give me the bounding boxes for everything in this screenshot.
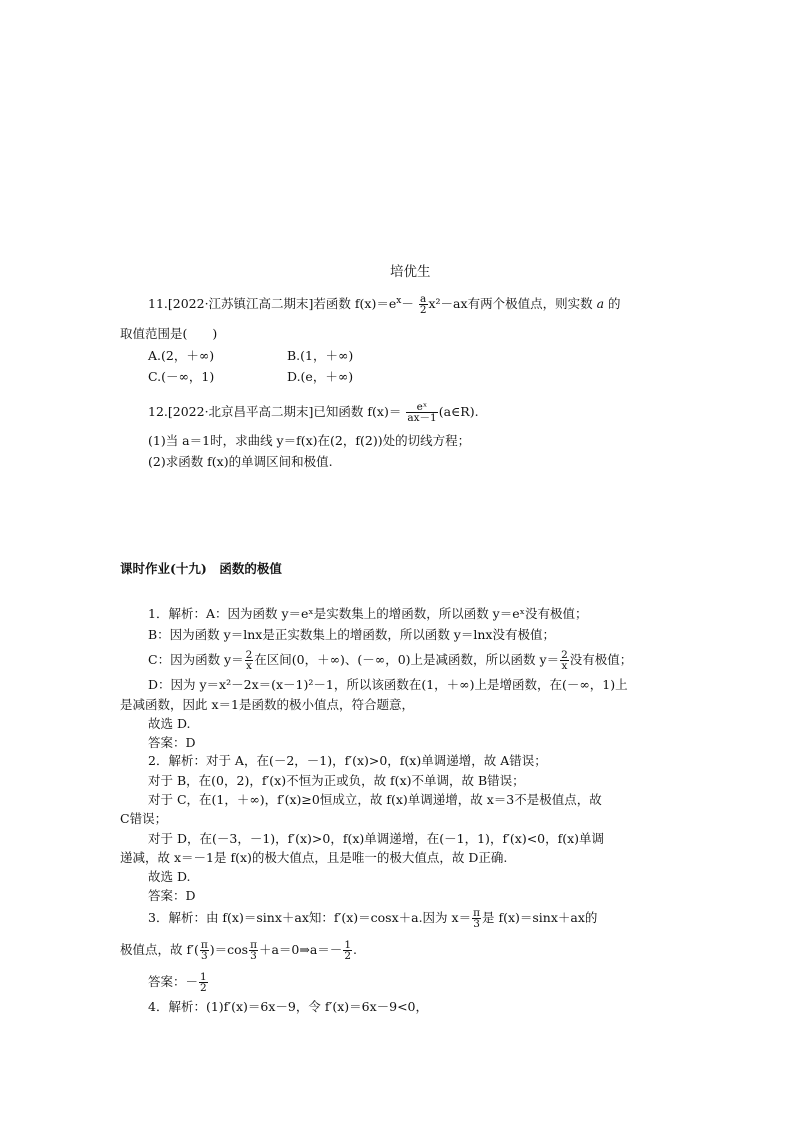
q11-stem-b: f(x)＝e [354, 296, 397, 312]
a3-frac-pi-2-num: π [200, 939, 208, 951]
a3-answer [148, 972, 209, 993]
a3-line-2-b: )＝cos [209, 942, 249, 957]
q11-line-1 [148, 294, 621, 315]
a1-line-2: B：因为函数 y＝lnx是正实数集上的增函数，所以函数 y＝lnx没有极值； [148, 627, 555, 642]
q11-frac-den: 2 [419, 304, 427, 317]
a3-line-2-c: ＋a＝0⇒a＝－ [258, 942, 343, 957]
q11-option-d: D.(e，＋∞) [287, 369, 354, 384]
q11-option-b: B.(1，＋∞) [287, 348, 354, 363]
q12-frac-num: eˣ [406, 402, 437, 413]
q11-stem-f: a [596, 296, 605, 312]
a1-line-3-b: 在区间(0，＋∞)、(－∞，0)上是减函数，所以函数 y＝ [254, 652, 560, 667]
a2-line-2: 对于 B，在(0，2)，f′(x)不恒为正或负，故 f(x)不单调，故 B错误； [148, 773, 525, 788]
a3-frac-pi-1-den: 3 [473, 918, 480, 930]
a3-fraction-pi-3 [249, 940, 258, 961]
q11-option-c: C.(－∞，1) [148, 369, 215, 384]
a1-frac-1-num: 2 [245, 649, 253, 661]
q11-stem-a: 11.[2022·江苏镇江高二期末]若函数 [148, 296, 351, 312]
a3-frac-pi-1-num: π [473, 907, 480, 919]
a3-ans-frac-den: 2 [200, 982, 207, 994]
a3-frac-pi-3-num: π [250, 939, 257, 951]
q11-fraction [419, 294, 428, 315]
a2-line-8: 答案：D [148, 888, 196, 903]
a3-answer-label: 答案：－ [148, 974, 199, 989]
q12-part-2: (2)求函数 f(x)的单调区间和极值. [148, 454, 333, 469]
q12-part-1: (1)当 a＝1时，求曲线 y＝f(x)在(2，f(2))处的切线方程； [148, 433, 471, 448]
q11-exp: x [396, 296, 402, 306]
a1-line-4: D：因为 y＝x²－2x＝(x－1)²－1，所以该函数在(1，＋∞)上是增函数，在(－∞，1)上 [148, 677, 628, 692]
a1-line-3-c: 没有极值； [569, 652, 633, 667]
a3-frac-pi-2-den: 3 [200, 950, 208, 962]
a2-line-7: 故选 D. [148, 869, 191, 884]
a2-line-4: C错误； [120, 811, 168, 826]
a2-line-1: 2．解析：对于 A，在(－2，－1)，f′(x)>0，f(x)单调递增，故 A错误； [148, 753, 547, 768]
q11-stem-e: x²－ax有两个极值点，则实数 [428, 296, 593, 312]
a1-line-6: 故选 D. [148, 716, 191, 731]
q11-option-a: A.(2，＋∞) [148, 348, 215, 363]
a3-fraction-pi-1 [472, 908, 481, 929]
a3-fraction-pi-2 [200, 940, 209, 961]
a1-frac-1-den: x [245, 660, 252, 672]
q12-frac-den: ax－1 [407, 412, 437, 424]
q11-line-2: 取值范围是( ) [120, 326, 218, 341]
a3-line-1 [148, 908, 597, 929]
a4-line-1: 4．解析：(1)f′(x)＝6x－9，令 f′(x)＝6x－9<0， [148, 999, 429, 1014]
a1-line-3 [148, 650, 632, 671]
a1-fraction-1 [245, 650, 254, 671]
q12-stem-c: (a∈R). [438, 404, 479, 419]
a3-line-2 [120, 940, 357, 961]
q11-stem-g: 的 [608, 296, 621, 312]
a3-line-1-b: 是 f(x)＝sinx＋ax的 [481, 910, 598, 925]
a2-line-3: 对于 C，在(1，＋∞)，f′(x)≥0恒成立，故 f(x)单调递增，故 x＝3不是极值点，故 [148, 792, 602, 807]
a3-ans-frac-num: 1 [200, 971, 207, 983]
a3-frac-pi-3-den: 3 [250, 950, 257, 962]
q12-line-1 [148, 402, 479, 423]
a1-line-3-a: C：因为函数 y＝ [148, 652, 244, 667]
a3-fraction-half [343, 940, 352, 961]
q12-fraction [406, 402, 437, 423]
a1-line-5: 是减函数，因此 x＝1是函数的极小值点，符合题意， [120, 697, 414, 712]
homework-title: 课时作业(十九) 函数的极值 [120, 561, 282, 576]
a2-line-6: 递减，故 x＝－1是 f(x)的极大值点，且是唯一的极大值点，故 D正确. [120, 850, 508, 865]
section-title: 培优生 [390, 264, 431, 280]
a3-answer-fraction [199, 972, 208, 993]
a3-line-1-a: 3．解析：由 f(x)＝sinx＋ax知：f′(x)＝cosx＋a.因为 x＝ [148, 910, 472, 925]
a1-fraction-2 [560, 650, 569, 671]
q12-stem-b: f(x)＝ [367, 404, 402, 419]
q12-stem-a: 12.[2022·北京昌平高二期末]已知函数 [148, 404, 364, 419]
a1-frac-2-num: 2 [561, 649, 568, 661]
a1-line-1: 1．解析：A：因为函数 y＝eˣ是实数集上的增函数，所以函数 y＝eˣ没有极值； [148, 606, 588, 621]
a3-line-2-d: . [353, 942, 357, 957]
a2-line-5: 对于 D，在(－3，－1)，f′(x)>0，f(x)单调递增，在(－1，1)，f′(x)<0，f(x)单调 [148, 831, 605, 846]
q11-frac-num: a [420, 293, 427, 306]
a1-line-7: 答案：D [148, 735, 196, 750]
a3-frac-half-num: 1 [344, 939, 351, 951]
a3-line-2-a: 极值点，故 f′( [120, 942, 199, 957]
a1-frac-2-den: x [561, 660, 568, 672]
q11-minus: － [401, 296, 414, 312]
a3-frac-half-den: 2 [344, 950, 351, 962]
